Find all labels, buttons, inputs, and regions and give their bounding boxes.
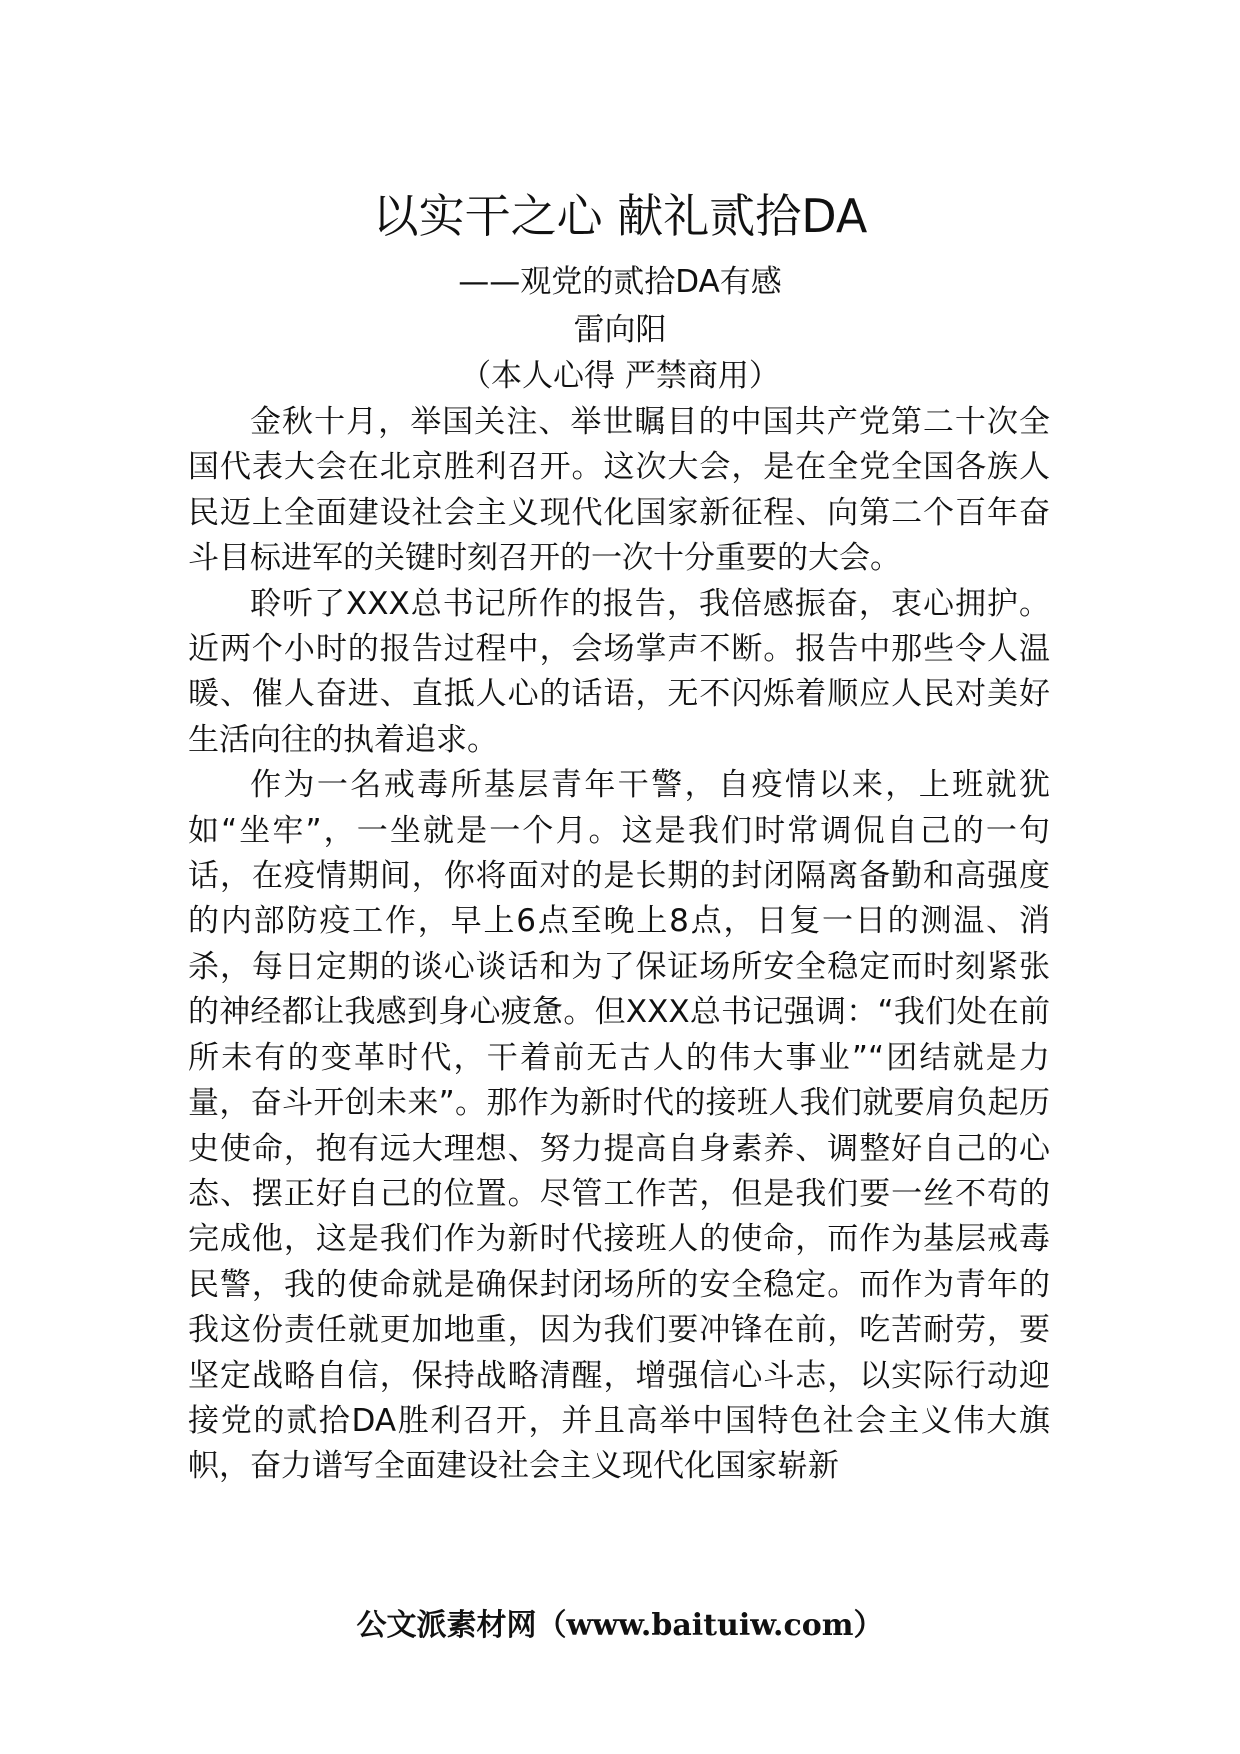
document-body bbox=[188, 400, 1050, 1490]
paragraph-2: 聆听了XXX总书记所作的报告，我倍感振奋，衷心拥护。近两个小时的报告过程中，会场掌声不断。报告中那些令人温暖、催人奋进、直抵人心的话语，无不闪烁着顺应人民对美好生活向往的执着追求。 bbox=[188, 585, 1050, 758]
footer-watermark: 公文派素材网（www.baituiw.com） bbox=[356, 1608, 884, 1643]
paragraph-3: 作为一名戒毒所基层青年干警，自疫情以来，上班就犹如“坐牢”，一坐就是一个月。这是我们时常调侃自己的一句话，在疫情期间，你将面对的是长期的封闭隔离备勤和高强度的内部防疫工作，早上6点至晚上8点，日复一日的测温、消杀，每日定期的谈心谈话和为了保证场所安全稳定而时刻紧张的神经都让我感到身心疲惫。但XXX总书记强调：“我们处在前所未有的变革时代，干着前无古人的伟大事业”“团结就是力量，奋斗开创未来”。那作为新时代的接班人我们就要肩负起历史使命，抱有远大理想、努力提高自身素养、调整好自己的心态、摆正好自己的位置。尽管工作苦，但是我们要一丝不苟的完成他，这是我们作为新时代接班人的使命，而作为基层戒毒民警，我的使命就是确保封闭场所的安全稳定。而作为青年的我这份责任就更加地重，因为我们要冲锋在前，吃苦耐劳，要坚定战略自信，保持战略清醒，增强信心斗志，以实际行动迎接党的贰拾DA胜利召开，并且高举中国特色社会主义伟大旗帜，奋力谱写全面建设社会主义现代化国家崭新 bbox=[188, 767, 1050, 1485]
document-author: 雷向阳 bbox=[573, 312, 667, 348]
document-subtitle: ——观党的贰拾DA有感 bbox=[458, 264, 782, 300]
document-note: （本人心得 严禁商用） bbox=[460, 358, 780, 394]
document-title: 以实干之心 献礼贰拾DA bbox=[372, 189, 868, 243]
paragraph-1: 金秋十月，举国关注、举世瞩目的中国共产党第二十次全国代表大会在北京胜利召开。这次大会，是在全党全国各族人民迈上全面建设社会主义现代化国家新征程、向第二个百年奋斗目标进军的关键时刻召开的一次十分重要的大会。 bbox=[188, 404, 1050, 577]
